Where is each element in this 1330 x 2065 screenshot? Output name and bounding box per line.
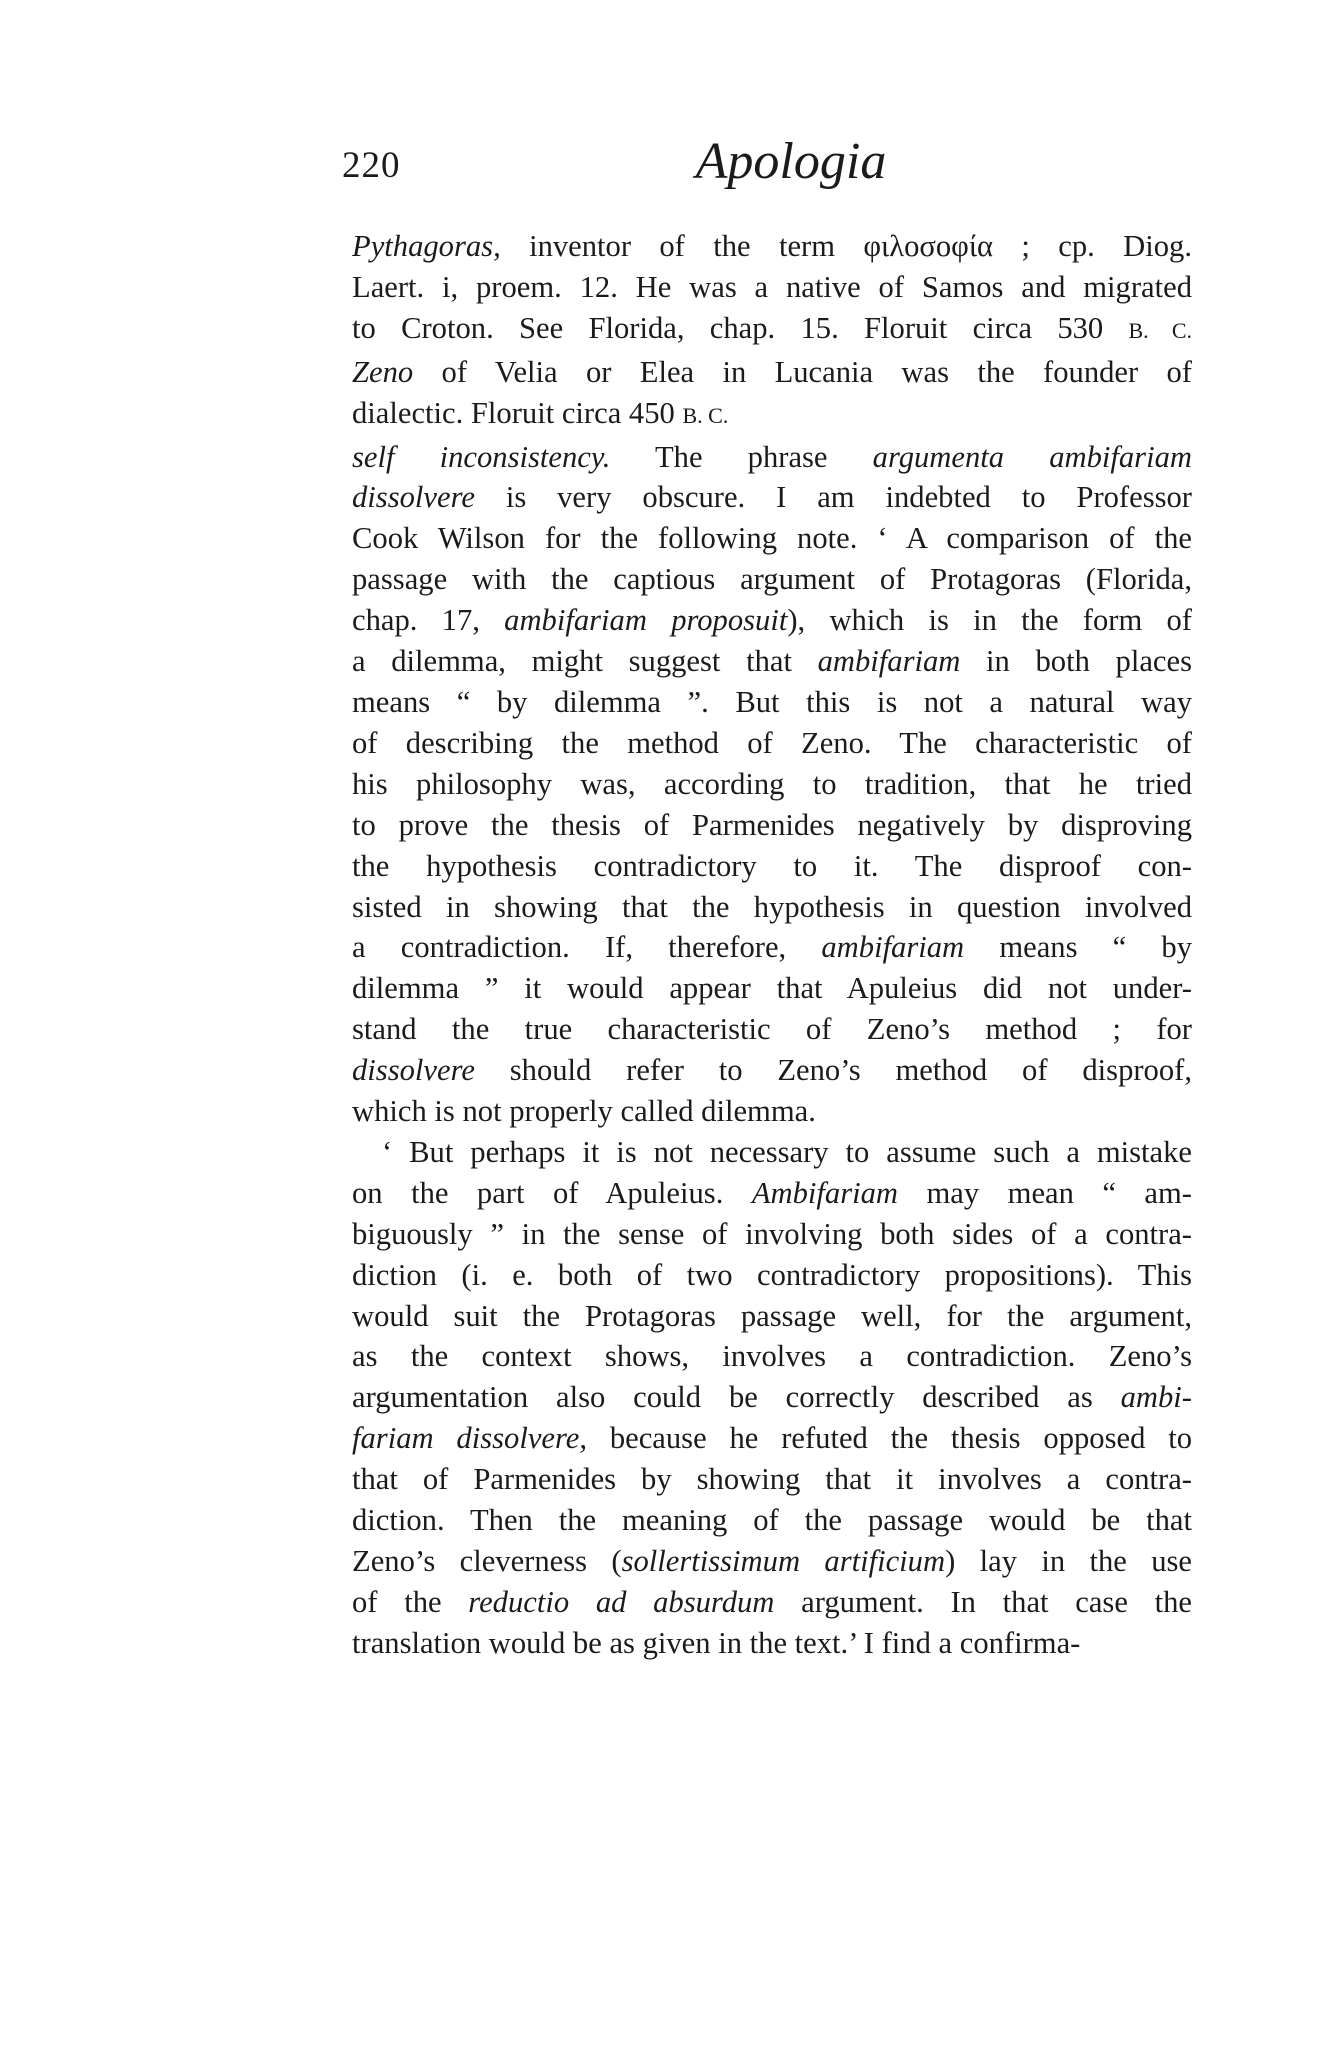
- text-segment: stand the true characteristic of Zeno’s method ; for: [352, 1012, 1192, 1047]
- text-segment: diction (i. e. both of two contradictory propositions). This: [352, 1257, 1192, 1292]
- text-segment: of Velia or Elea in Lucania was the founder of: [413, 354, 1192, 389]
- text-line: [352, 559, 1192, 600]
- text-line: [352, 846, 1192, 887]
- text-line: [352, 1296, 1192, 1337]
- small-caps-segment: B. C.: [1128, 317, 1192, 343]
- italic-segment: argumenta ambifariam: [872, 439, 1192, 474]
- commentary-text: [352, 226, 1192, 1664]
- text-segment: ) lay in the use: [945, 1544, 1192, 1578]
- text-line: [352, 1582, 1192, 1623]
- text-line: [352, 1091, 1192, 1132]
- text-segment: which is not properly called dilemma.: [352, 1094, 816, 1129]
- text-segment: as the context shows, involves a contradiction. Zeno’s: [352, 1339, 1192, 1374]
- text-line: [352, 764, 1192, 805]
- text-line: [352, 1009, 1192, 1050]
- text-segment: would suit the Protagoras passage well, for the argument,: [352, 1298, 1192, 1333]
- text-segment: translation would be as given in the text.’ I find a confirma-: [352, 1625, 1081, 1660]
- text-segment: that of Parmenides by showing that it involves a contra-: [352, 1462, 1192, 1497]
- italic-segment: Pythagoras,: [352, 229, 501, 263]
- text-line: [352, 437, 1192, 478]
- text-segment: on the part of Apuleius.: [352, 1175, 752, 1210]
- text-line: [352, 600, 1192, 641]
- text-segment: chap. 17,: [352, 603, 505, 638]
- text-segment: sisted in showing that the hypothesis in question involved: [352, 889, 1192, 924]
- running-title: Apologia: [695, 133, 887, 190]
- text-segment: means “ by dilemma ”. But this is not a natural way: [352, 684, 1192, 719]
- text-line: [352, 1541, 1192, 1582]
- italic-segment: dissolvere: [352, 1053, 475, 1088]
- text-line: [352, 1255, 1192, 1296]
- italic-segment: Zeno: [352, 354, 414, 389]
- text-segment: argumentation also could be correctly described as: [352, 1380, 1121, 1415]
- text-segment: argument. In that case the: [774, 1584, 1192, 1619]
- text-line: [352, 1336, 1192, 1377]
- italic-segment: ambifariam proposuit: [504, 603, 788, 638]
- text-line: [352, 1500, 1192, 1541]
- text-line: [352, 927, 1192, 968]
- text-line: [352, 1623, 1192, 1664]
- text-segment: to Croton. See Florida, chap. 15. Floruit circa 530: [352, 310, 1129, 345]
- italic-segment: sollertissimum artificium: [621, 1544, 946, 1578]
- text-segment: dilemma ” it would appear that Apuleius did not under-: [352, 971, 1192, 1006]
- text-line: [352, 267, 1192, 308]
- text-segment: Laert. i, proem. 12. He was a native of Samos and migrated: [352, 269, 1192, 304]
- text-line: [352, 641, 1192, 682]
- text-segment: ‘ But perhaps it is not necessary to assume such a mistake: [382, 1134, 1192, 1169]
- text-segment: in both places: [960, 644, 1192, 679]
- text-segment: Cook Wilson for the following note. ‘ A comparison of the: [352, 521, 1192, 556]
- text-line: [352, 682, 1192, 723]
- italic-segment: fariam dissolvere,: [352, 1421, 587, 1456]
- italic-segment: reductio ad absurdum: [468, 1584, 775, 1619]
- text-segment: to prove the thesis of Parmenides negatively by disproving: [352, 807, 1192, 842]
- text-line: [352, 805, 1192, 846]
- text-line: [352, 723, 1192, 764]
- italic-segment: self inconsistency.: [352, 439, 611, 474]
- text-line: [352, 887, 1192, 928]
- italic-segment: ambifariam: [821, 930, 965, 965]
- italic-segment: Ambifariam: [751, 1175, 899, 1210]
- text-segment: Zeno’s cleverness (: [352, 1544, 622, 1578]
- text-line: [352, 1173, 1192, 1214]
- text-segment: the hypothesis contradictory to it. The disproof con-: [352, 848, 1192, 883]
- text-segment: a dilemma, might suggest that: [352, 644, 818, 679]
- text-segment: of the: [352, 1584, 469, 1619]
- text-segment: biguously ” in the sense of involving both sides of a contra-: [352, 1216, 1192, 1251]
- text-line: [352, 352, 1192, 393]
- text-segment: a contradiction. If, therefore,: [352, 930, 822, 965]
- text-segment: his philosophy was, according to tradition, that he tried: [352, 766, 1192, 801]
- text-line: [352, 308, 1192, 352]
- italic-segment: ambi-: [1120, 1380, 1192, 1415]
- page-header: [342, 132, 1212, 202]
- text-segment: because he refuted the thesis opposed to: [587, 1421, 1192, 1456]
- text-line: [352, 1459, 1192, 1500]
- italic-segment: ambifariam: [817, 644, 961, 679]
- text-line: [352, 226, 1192, 267]
- text-line: [352, 393, 1192, 437]
- text-line: [352, 1132, 1192, 1173]
- text-segment: inventor of the term φιλοσοφία ; cp. Diog.: [500, 229, 1192, 263]
- text-segment: dialectic. Floruit circa 450: [352, 395, 683, 430]
- text-line: [352, 1418, 1192, 1459]
- text-line: [352, 477, 1192, 518]
- text-segment: may mean “ am-: [898, 1175, 1192, 1210]
- text-segment: passage with the captious argument of Protagoras (Florida,: [352, 562, 1192, 597]
- text-line: [352, 968, 1192, 1009]
- text-line: [352, 1050, 1192, 1091]
- page-number: 220: [342, 145, 401, 186]
- text-segment: The phrase: [610, 439, 873, 474]
- text-line: [352, 1214, 1192, 1255]
- text-segment: diction. Then the meaning of the passage would be that: [352, 1503, 1192, 1538]
- text-segment: is very obscure. I am indebted to Professor: [474, 480, 1192, 515]
- text-segment: ), which is in the form of: [787, 603, 1193, 638]
- text-line: [352, 518, 1192, 559]
- text-segment: should refer to Zeno’s method of disproof,: [474, 1053, 1192, 1088]
- text-segment: of describing the method of Zeno. The characteristic of: [352, 725, 1192, 760]
- italic-segment: dissolvere: [352, 480, 475, 515]
- text-line: [352, 1377, 1192, 1418]
- text-segment: means “ by: [964, 930, 1192, 965]
- small-caps-segment: B. C.: [682, 402, 729, 428]
